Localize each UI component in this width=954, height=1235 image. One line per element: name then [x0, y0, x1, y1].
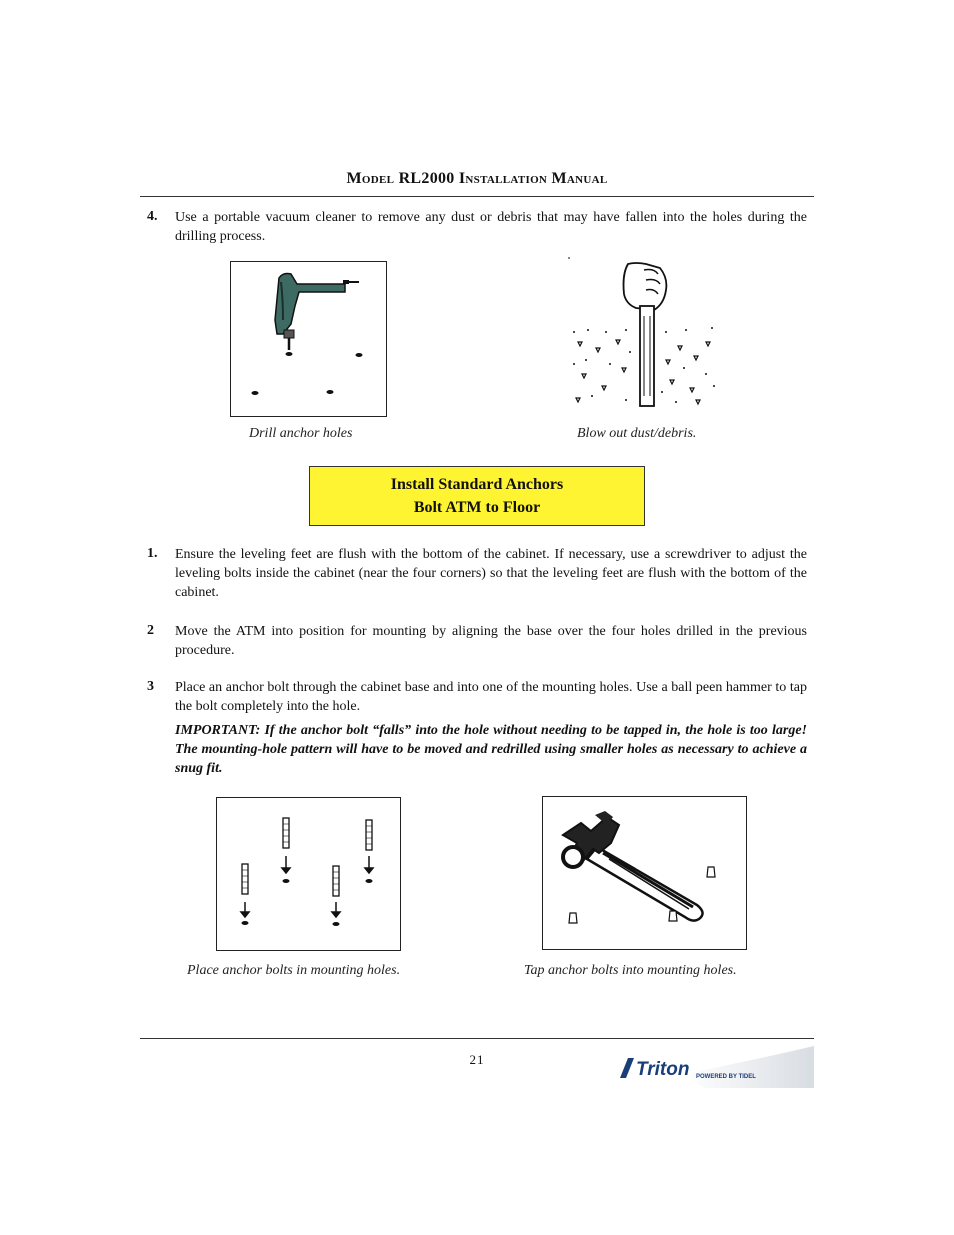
banner-line: Install Standard Anchors	[390, 476, 564, 493]
figure-caption: Blow out dust/debris.	[577, 426, 697, 441]
blower-figure	[566, 256, 722, 414]
section-banner	[309, 466, 645, 526]
important-note: IMPORTANT: If the anchor bolt “falls” into the hole without needing to be tapped in, the hole is too large! The mounting-hole pattern will have to be moved and redrilled using smaller holes as necessary to achieve a snug fit.	[175, 723, 807, 776]
page-number: 21	[469, 1052, 485, 1067]
step-number: 4.	[147, 209, 158, 224]
step-text: Ensure the leveling feet are flush with the bottom of the cabinet. If necessary, use a screwdriver to adjust the leveling bolts inside the cabinet (near the four corners) so that the leveling feet are flush with the bottom of the cabinet.	[175, 547, 807, 600]
logo-sub: POWERED BY TIDEL	[696, 1074, 756, 1080]
drill-figure	[230, 261, 387, 417]
figure-caption: Tap anchor bolts into mounting holes.	[524, 963, 737, 978]
anchor-bolts-icon	[217, 798, 400, 950]
step-text: Move the ATM into position for mounting by aligning the base over the four holes drilled in the previous procedure.	[175, 624, 807, 658]
blower-icon	[566, 256, 722, 414]
step-text: Use a portable vacuum cleaner to remove any dust or debris that may have fallen into the holes during the drilling process.	[175, 210, 807, 244]
step-number: 1.	[147, 546, 158, 561]
step-text: Place an anchor bolt through the cabinet base and into one of the mounting holes. Use a ball peen hammer to tap the bolt completely into the hole.	[175, 680, 807, 714]
hammer-figure	[542, 796, 747, 950]
logo-text: Triton	[636, 1059, 690, 1080]
drill-icon	[231, 262, 386, 416]
figure-caption: Drill anchor holes	[249, 426, 353, 441]
triton-logo-icon	[614, 1046, 814, 1088]
step-number: 3	[147, 679, 154, 694]
header-rule	[140, 196, 814, 197]
figure-caption: Place anchor bolts in mounting holes.	[187, 963, 401, 978]
anchor-bolts-figure	[216, 797, 401, 951]
step-number: 2	[147, 623, 154, 638]
triton-logo	[614, 1046, 814, 1088]
page-header-title: Model RL2000 Installation Manual	[346, 170, 608, 187]
banner-line: Bolt ATM to Floor	[413, 499, 541, 516]
footer-rule	[140, 1038, 814, 1039]
hammer-icon	[543, 797, 746, 949]
